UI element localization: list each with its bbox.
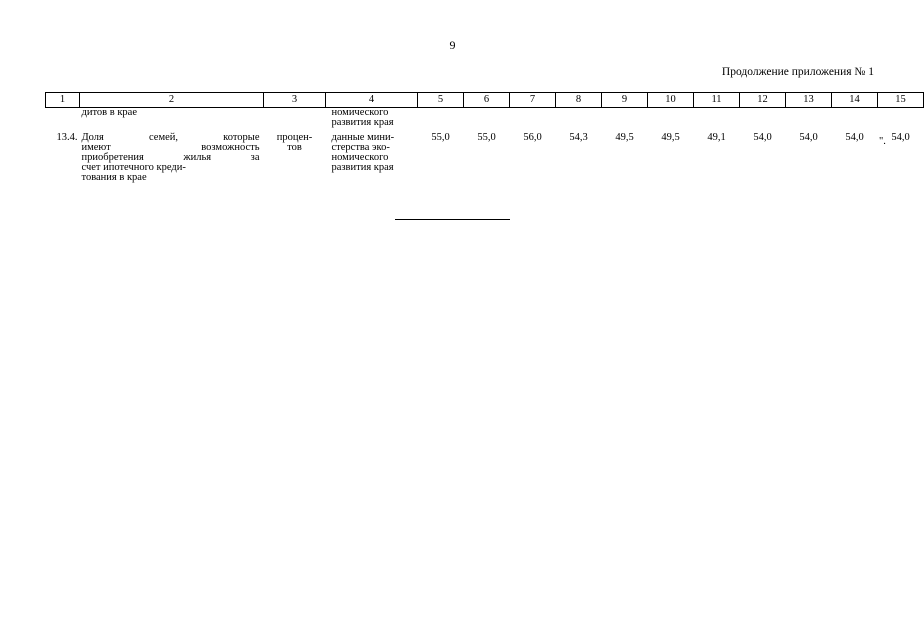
value-col-15: 54,0 <box>891 132 910 143</box>
col-header-7: 7 <box>510 93 556 108</box>
col-header-15: 15 <box>878 93 924 108</box>
col-header-8: 8 <box>556 93 602 108</box>
page-number: 9 <box>449 38 456 52</box>
value-col-7: 56,0 <box>523 132 542 143</box>
end-rule <box>395 219 510 220</box>
col-header-1: 1 <box>46 93 80 108</box>
value-col-6: 55,0 <box>477 132 496 143</box>
col-header-2: 2 <box>80 93 264 108</box>
indicator-table <box>45 92 924 183</box>
col-header-11: 11 <box>694 93 740 108</box>
column-number-row <box>46 93 924 108</box>
value-col-9: 49,5 <box>615 132 634 143</box>
col-header-4: 4 <box>326 93 418 108</box>
data-source: данные мини- стерства эко- номического развития края <box>331 132 395 173</box>
col-header-9: 9 <box>602 93 648 108</box>
indicator-name-tail: дитов в крае <box>81 107 137 118</box>
col-header-12: 12 <box>740 93 786 108</box>
continuation-label: Продолжение приложения № 1 <box>721 66 874 78</box>
value-col-10: 49,5 <box>661 132 680 143</box>
col-header-3: 3 <box>264 93 326 108</box>
value-col-13: 54,0 <box>799 132 818 143</box>
col-header-10: 10 <box>648 93 694 108</box>
table-row <box>46 128 924 183</box>
value-col-11: 49,1 <box>707 132 726 143</box>
col-header-13: 13 <box>786 93 832 108</box>
unit: процен- тов <box>276 132 313 153</box>
col-header-5: 5 <box>418 93 464 108</box>
col-header-14: 14 <box>832 93 878 108</box>
value-col-12: 54,0 <box>753 132 772 143</box>
col-header-6: 6 <box>464 93 510 108</box>
closing-quote: ". <box>879 136 886 147</box>
table-row <box>46 108 924 129</box>
value-col-8: 54,3 <box>569 132 588 143</box>
value-col-14: 54,0 <box>845 132 864 143</box>
row-number: 13.4. <box>56 132 78 143</box>
indicator-name: Доля семей, которые имеют возможность приобретения жилья за счет ипотечного креди- тования в крае <box>81 132 260 183</box>
source-tail: номического развития края <box>331 107 394 128</box>
value-col-5: 55,0 <box>431 132 450 143</box>
